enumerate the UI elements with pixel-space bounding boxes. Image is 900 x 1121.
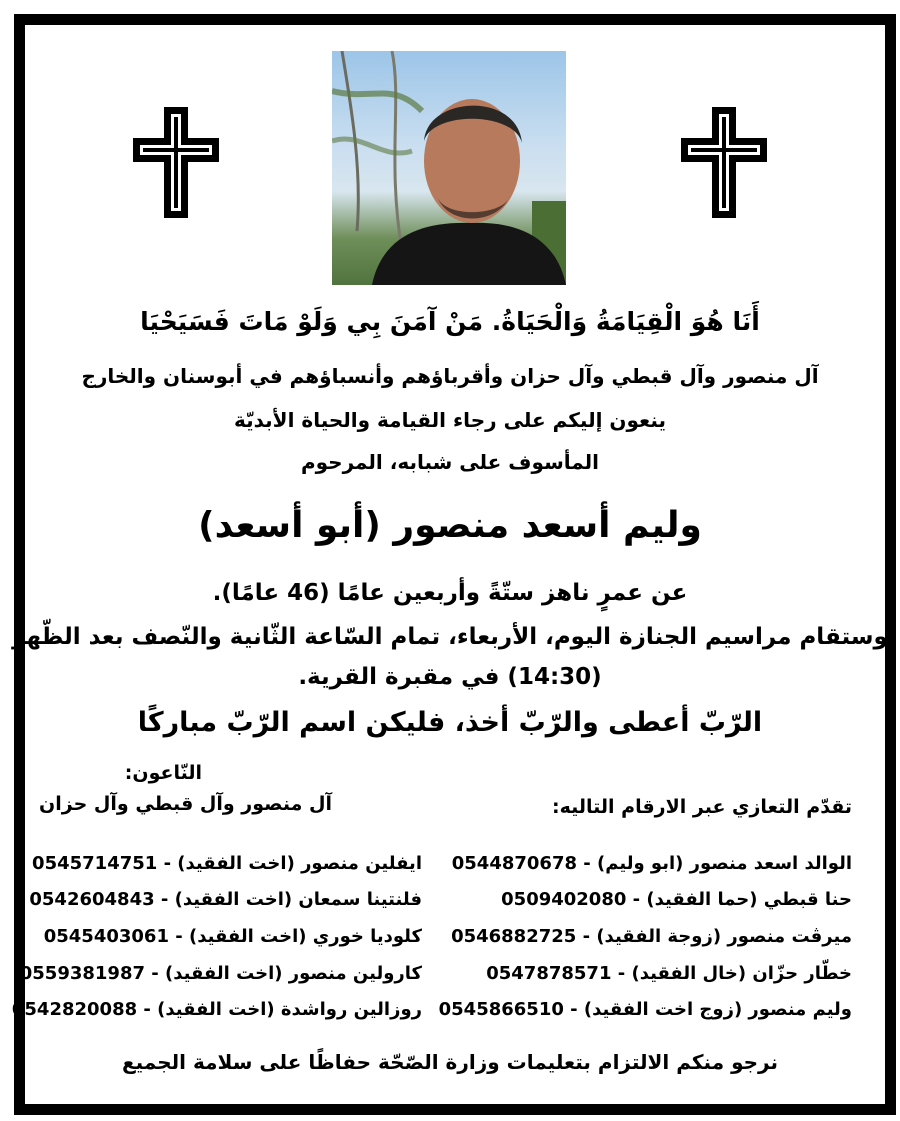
announce-line: ينعون إليكم على رجاء القيامة والحياة الأبديّة	[233, 408, 666, 432]
funeral-line: وستقام مراسيم الجنازة اليوم، الأربعاء، تمام السّاعة الثّانية والنّصف بعد الظّهر	[12, 624, 888, 650]
verse-line: أَنَا هُوَ الْقِيَامَةُ وَالْحَيَاةُ. مَنْ آمَنَ بِي وَلَوْ مَاتَ فَسَيَحْيَا	[140, 307, 760, 336]
cross-icon	[679, 105, 769, 220]
contact-line: خطّار حزّان (خال الفقيد) - 0547878571	[486, 963, 852, 984]
contact-line: كارولين منصور (اخت الفقيد) - 0559381987	[19, 963, 422, 984]
age-line: عن عمرٍ ناهز ستّةً وأربعين عامًا (46 عامًا).	[212, 580, 688, 606]
blessing-line: الرّبّ أعطى والرّبّ أخذ، فليكن اسم الرّبّ مباركًا	[137, 707, 763, 738]
regret-line: المأسوف على شبابه، المرحوم	[300, 450, 600, 474]
condolence-label: تقدّم التعازي عبر الارقام التاليه:	[552, 796, 852, 818]
deceased-photo	[332, 51, 566, 285]
contact-line: ايفلين منصور (اخت الفقيد) - 0545714751	[32, 853, 422, 874]
families-line: آل منصور وآل قبطي وآل حزان وأقرباؤهم وأنسباؤهم في أبوسنان والخارج	[81, 364, 819, 388]
contact-line: روزالين رواشدة (اخت الفقيد) - 0542820088	[11, 999, 422, 1020]
mourners-label: النّاعون:	[124, 762, 202, 784]
deceased-name: وليم أسعد منصور (أبو أسعد)	[198, 505, 702, 546]
contact-line: فلنتينا سمعان (اخت الفقيد) - 0542604843	[29, 889, 422, 910]
contact-line: وليم منصور (زوج اخت الفقيد) - 0545866510	[438, 999, 852, 1020]
footer-note: نرجو منكم الالتزام بتعليمات وزارة الصّحّة حفاظًا على سلامة الجميع	[122, 1050, 778, 1074]
contact-line: حنا قبطي (حما الفقيد) - 0509402080	[501, 889, 852, 910]
funeral-line-2: (14:30) في مقبرة القرية.	[298, 664, 602, 690]
contact-line: كلوديا خوري (اخت الفقيد) - 0545403061	[43, 926, 422, 947]
mourners-families: آل منصور وآل قبطي وآل حزان	[39, 793, 332, 815]
cross-icon	[131, 105, 221, 220]
contact-line: ميرڤت منصور (زوجة الفقيد) - 0546882725	[451, 926, 852, 947]
contact-line: الوالد اسعد منصور (ابو وليم) - 0544870678	[451, 853, 852, 874]
